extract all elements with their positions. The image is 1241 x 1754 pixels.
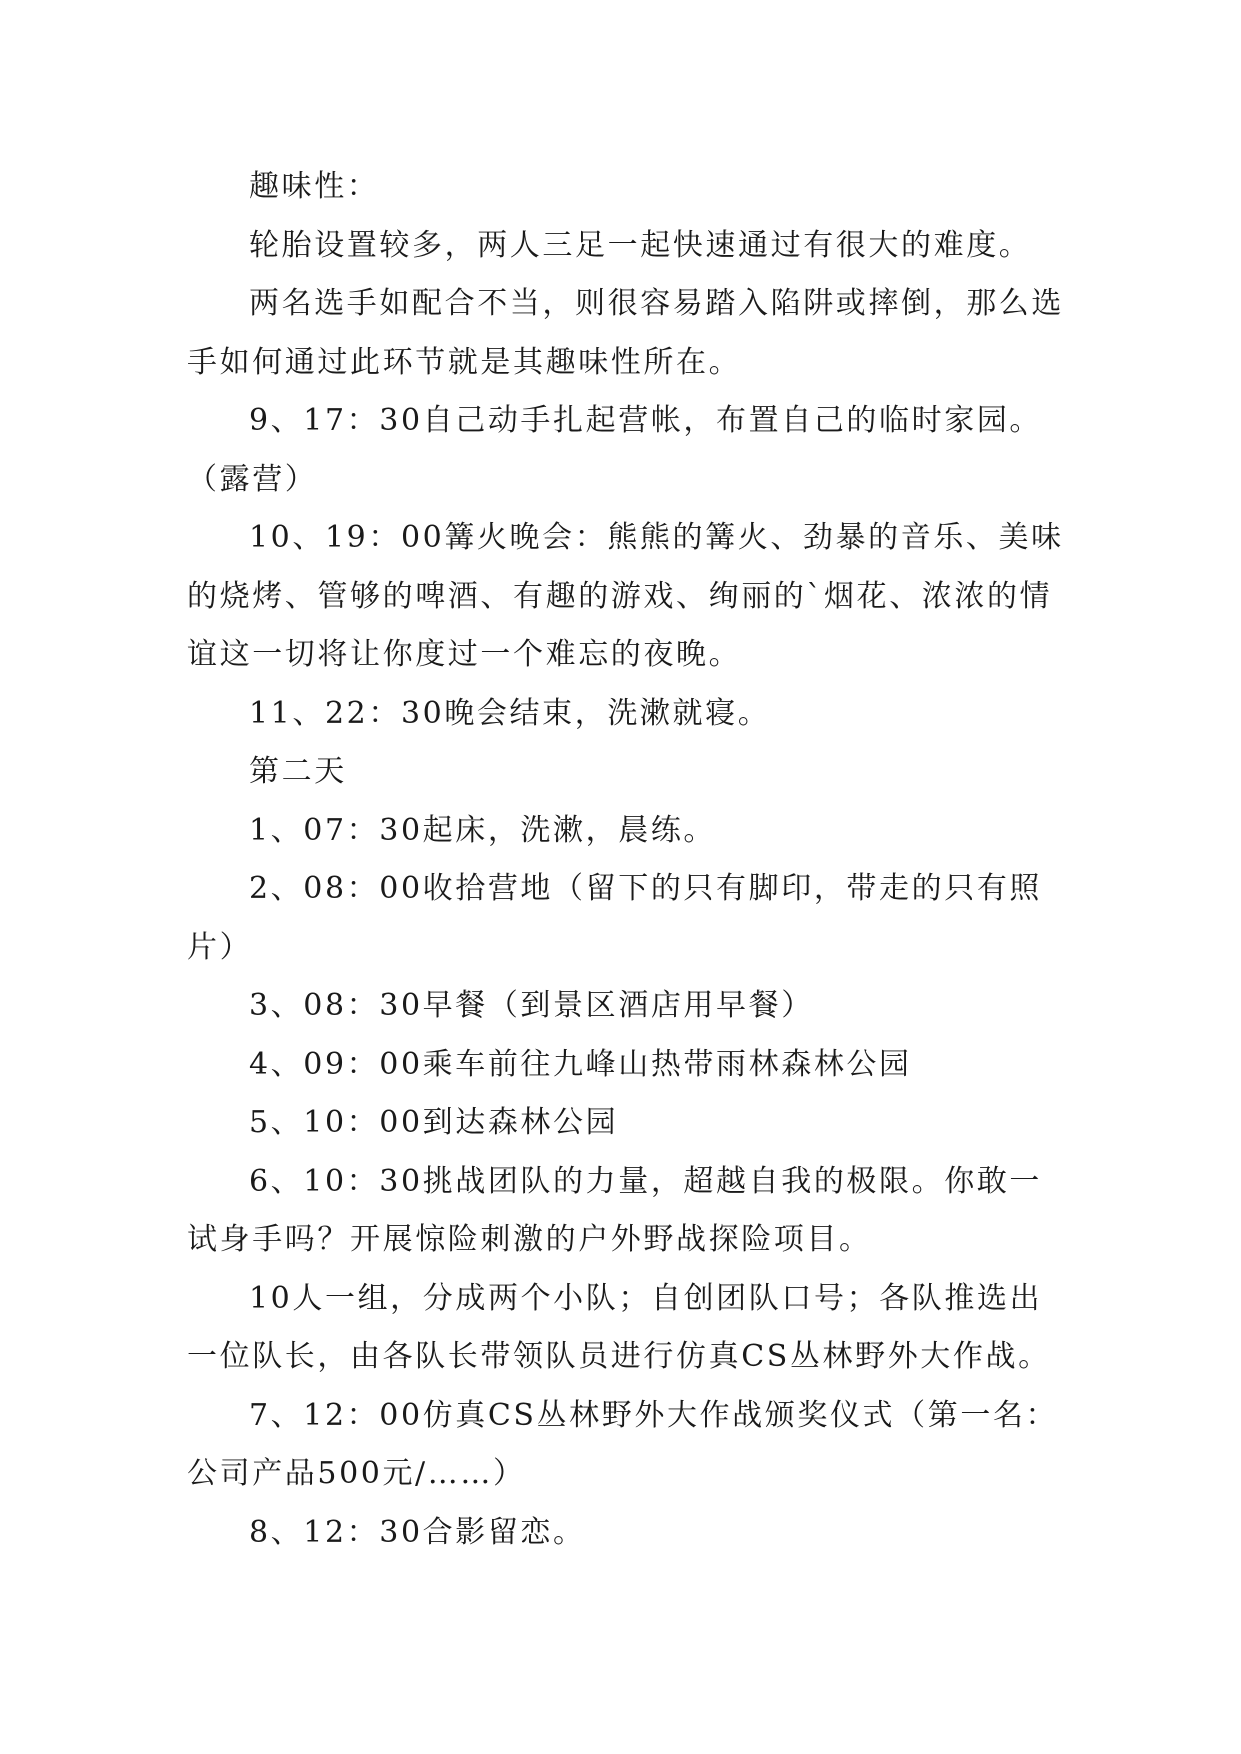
paragraph-cooperation: 两名选手如配合不当，则很容易踏入陷阱或摔倒，那么选手如何通过此环节就是其趣味性所在。 [187, 286, 1064, 380]
paragraph-item-9-camping: 9、17：30自己动手扎起营帐，布置自己的临时家园。（露营） [187, 403, 1043, 497]
section-heading-day-two: 第二天 [249, 754, 347, 789]
paragraph-item-1-wakeup: 1、07：30起床，洗漱，晨练。 [249, 812, 717, 848]
paragraph-item-8-photo: 8、12：30合影留恋。 [249, 1514, 586, 1550]
paragraph-item-10-bonfire: 10、19：00篝火晚会：熊熊的篝火、劲暴的音乐、美味的烧烤、管够的啤酒、有趣的游戏、绚丽的`烟花、浓浓的情谊这一切将让你度过一个难忘的夜晚。 [187, 520, 1064, 672]
paragraph-fun-heading: 趣味性： [249, 169, 380, 204]
paragraph-item-6-challenge: 6、10：30挑战团队的力量，超越自我的极限。你敢一试身手吗？开展惊险刺激的户外野战探险项目。 [187, 1163, 1043, 1257]
paragraph-teams: 10人一组，分成两个小队；自创团队口号；各队推选出一位队长，由各队长带领队员进行仿真CS丛林野外大作战。 [187, 1280, 1051, 1374]
paragraph-item-5-arrive: 5、10：00到达森林公园 [249, 1105, 619, 1140]
paragraph-item-2-pack-camp: 2、08：00收拾营地（留下的只有脚印，带走的只有照片） [187, 871, 1043, 965]
paragraph-item-11-bedtime: 11、22：30晚会结束，洗漱就寝。 [249, 695, 771, 731]
paragraph-tires: 轮胎设置较多，两人三足一起快速通过有很大的难度。 [249, 227, 1032, 263]
paragraph-item-7-awards: 7、12：00仿真CS丛林野外大作战颁奖仪式（第一名：公司产品500元/……） [187, 1397, 1059, 1491]
paragraph-item-3-breakfast: 3、08：30早餐（到景区酒店用早餐） [249, 988, 814, 1023]
document-body [187, 158, 1067, 1562]
paragraph-item-4-depart: 4、09：00乘车前往九峰山热带雨林森林公园 [249, 1046, 912, 1082]
